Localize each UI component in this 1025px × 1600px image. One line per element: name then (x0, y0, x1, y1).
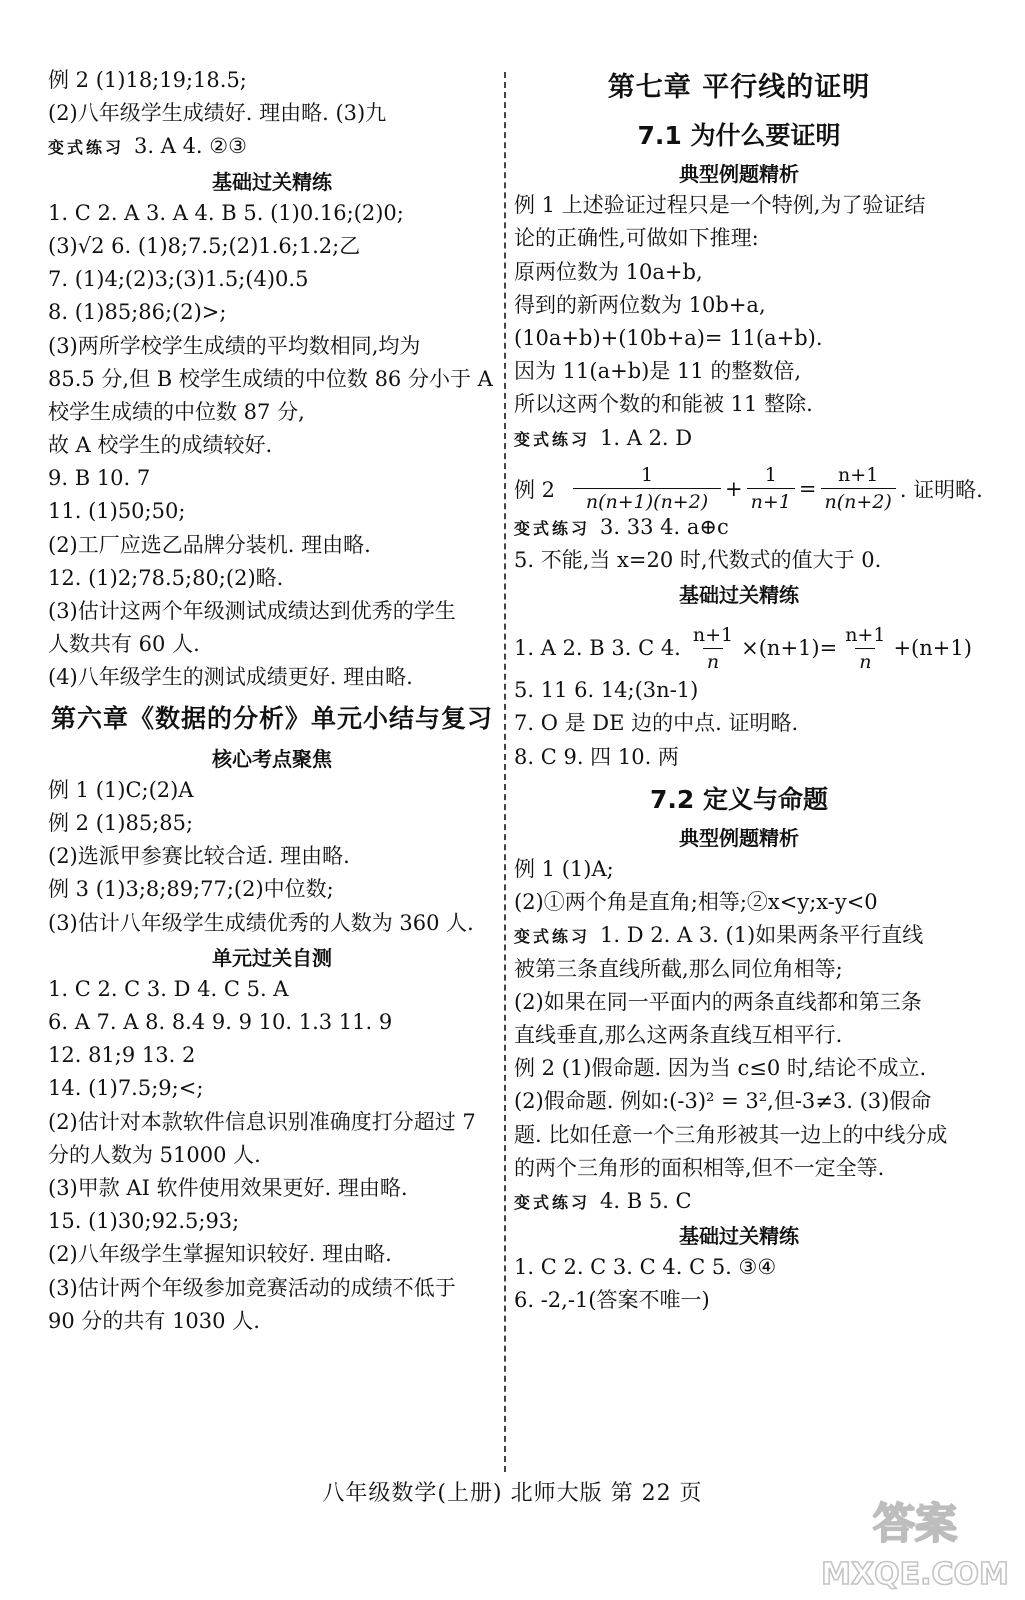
text-line: 例 3 (1)3;8;89;77;(2)中位数; (48, 877, 334, 902)
text-line: 校学生成绩的中位数 87 分, (48, 399, 305, 424)
fraction (841, 624, 889, 673)
text-line: (2)①两个角是直角;相等;②x<y;x-y<0 (514, 890, 878, 915)
right-block3 (514, 859, 964, 925)
text-line: 6. -2,-1(答案不唯一) (514, 1288, 710, 1313)
fraction-denominator: n(n+2) (821, 488, 896, 513)
text-line: (3)√2 6. (1)8;7.5;(2)1.6;1.2;乙 (48, 233, 361, 258)
text-line: (2)如果在同一平面内的两条直线都和第三条 (514, 989, 922, 1014)
right-block1 (514, 195, 964, 427)
page-footer: 八年级数学(上册) 北师大版 第 22 页 (322, 1481, 703, 1506)
text-line: 11. (1)50;50; (48, 499, 186, 524)
equation-suffix: +(n+1) (893, 636, 972, 661)
section-heading: 单元过关自测 (212, 945, 332, 970)
text-line: 1. C 2. C 3. C 4. C 5. ③④ (514, 1255, 777, 1280)
bianshi-line (514, 514, 964, 550)
text-line: 8. (1)85;86;(2)>; (48, 300, 227, 325)
text-line: 7. (1)4;(2)3;(3)1.5;(4)0.5 (48, 267, 309, 292)
text-line: 9. B 10. 7 (48, 466, 151, 491)
operator: = (798, 476, 817, 501)
text-line: 1. C 2. C 3. D 4. C 5. A (48, 976, 289, 1001)
bianshi-text: 3. A 4. ②③ (134, 134, 247, 159)
fraction-numerator: 1 (641, 464, 654, 487)
section-heading: 基础过关精练 (679, 1224, 799, 1249)
text-line: 所以这两个数的和能被 11 整除. (514, 392, 813, 417)
fraction-denominator: n (855, 648, 875, 673)
text-line: 的两个三角形的面积相等,但不一定全等. (514, 1155, 885, 1180)
section-heading: 基础过关精练 (212, 169, 332, 194)
bianshi-line (514, 425, 964, 461)
example-prefix: 例 2 (514, 477, 556, 502)
text-line: (2)八年级学生成绩好. 理由略. (3)九 (48, 101, 387, 126)
bianshi-label: 变式练习 (514, 429, 591, 449)
right-block4 (514, 956, 964, 1191)
chapter-title: 第六章《数据的分析》单元小结与复习 (50, 703, 493, 733)
bianshi-line (514, 1188, 964, 1224)
fraction-numerator: n+1 (692, 623, 734, 646)
text-line: 例 1 上述验证过程只是一个特例,为了验证结 (514, 193, 926, 218)
left-column (48, 70, 496, 1344)
operator: + (725, 476, 743, 501)
bianshi-line (48, 136, 496, 169)
text-line: 题. 比如任意一个三角形被其一边上的中线分成 (514, 1122, 948, 1147)
text-line: 6. A 7. A 8. 8.4 9. 9 10. 1.3 11. 9 (48, 1010, 393, 1035)
text-line: 8. C 9. 四 10. 两 (514, 744, 679, 769)
fraction (689, 624, 737, 673)
text-line: (2)工厂应选乙品牌分装机. 理由略. (48, 532, 371, 557)
fraction-denominator: n (703, 648, 723, 673)
text-line: (10a+b)+(10b+a)= 11(a+b). (514, 325, 823, 350)
fraction (747, 464, 795, 513)
bianshi-text: 1. D 2. A 3. (1)如果两条平行直线 (600, 923, 924, 948)
bianshi-label: 变式练习 (514, 927, 591, 947)
section-title: 7.2 定义与命题 (650, 784, 828, 814)
text-line: 例 1 (1)C;(2)A (48, 777, 194, 802)
bianshi-text: 3. 33 4. a⊕c (600, 514, 729, 539)
equation-prefix: 1. A 2. B 3. C 4. (514, 636, 681, 661)
right-block2 (514, 680, 964, 780)
text-line: 12. 81;9 13. 2 (48, 1043, 196, 1068)
text-line: 直线垂直,那么这两条直线互相平行. (514, 1022, 843, 1047)
fraction (821, 464, 896, 513)
text-line: 因为 11(a+b)是 11 的整数倍, (514, 359, 802, 384)
watermark-top: 答案 (872, 1499, 958, 1548)
text-line: 1. C 2. A 3. A 4. B 5. (1)0.16;(2)0; (48, 200, 404, 225)
bianshi-text: 4. B 5. C (600, 1188, 692, 1213)
bianshi-text: 1. A 2. D (600, 425, 693, 450)
bianshi-label: 变式练习 (514, 518, 591, 538)
right-column (514, 70, 983, 1324)
fraction-numerator: n+1 (845, 623, 886, 646)
text-line: (2)八年级学生掌握知识较好. 理由略. (48, 1242, 392, 1267)
text-line: 12. (1)2;78.5;80;(2)略. (48, 565, 284, 590)
left-block2 (48, 200, 496, 701)
text-line: (3)估计这两个年级测试成绩达到优秀的学生 (48, 599, 456, 623)
text-line: (3)估计八年级学生成绩优秀的人数为 360 人. (48, 910, 474, 935)
text-line: (4)八年级学生的测试成绩更好. 理由略. (48, 665, 413, 690)
bianshi-label: 变式练习 (48, 138, 125, 158)
text-line: 14. (1)7.5;9;<; (48, 1076, 204, 1101)
right-block5 (514, 1257, 964, 1323)
column-divider (504, 72, 506, 1472)
text-line: 5. 11 6. 14;(3n-1) (514, 678, 699, 703)
text-line: (2)假命题. 例如:(-3)² = 3²,但-3≠3. (3)假命 (514, 1089, 932, 1114)
equation-suffix: . 证明略. (899, 477, 983, 502)
text-line: (3)甲款 AI 软件使用效果更好. 理由略. (48, 1176, 408, 1200)
text-line: 7. O 是 DE 边的中点. 证明略. (514, 711, 799, 736)
left-block1 (48, 70, 496, 136)
section-heading: 典型例题精析 (679, 162, 799, 186)
fraction-denominator: n(n+1)(n+2) (573, 488, 721, 513)
text-line: 例 2 (1)18;19;18.5; (48, 68, 247, 92)
text-line: 被第三条直线所截,那么同位角相等; (514, 956, 843, 981)
text-line: 90 分的共有 1030 人. (48, 1308, 260, 1333)
text-line: 85.5 分,但 B 校学生成绩的中位数 86 分小于 A (48, 366, 493, 391)
fraction-numerator: n+1 (838, 464, 879, 487)
text-line: (2)选派甲参赛比较合适. 理由略. (48, 844, 350, 869)
text-line: 论的正确性,可做如下推理: (514, 226, 759, 251)
text-line: 例 2 (1)假命题. 因为当 c≤0 时,结论不成立. (514, 1056, 927, 1081)
bianshi-label: 变式练习 (514, 1192, 591, 1212)
text-line: 原两位数为 10a+b, (514, 259, 703, 284)
text-line: 15. (1)30;92.5;93; (48, 1209, 240, 1234)
equation-middle: ×(n+1)= (741, 636, 838, 661)
text-line: 5. 不能,当 x=20 时,代数式的值大于 0. (514, 547, 882, 572)
text-line: 得到的新两位数为 10b+a, (514, 292, 766, 317)
text-line: 例 1 (1)A; (514, 857, 614, 881)
left-block4 (48, 976, 496, 1344)
watermark-logo (820, 1492, 1010, 1592)
section-title: 7.1 为什么要证明 (637, 121, 841, 150)
section-heading: 核心考点聚焦 (212, 746, 332, 771)
bianshi-line (514, 925, 964, 958)
text-line: (3)两所学校学生成绩的平均数相同,均为 (48, 333, 421, 358)
text-line: 例 2 (1)85;85; (48, 810, 194, 835)
watermark-bottom: MXQE.COM (821, 1557, 1009, 1592)
text-line: (2)估计对本款软件信息识别准确度打分超过 7 (48, 1109, 476, 1134)
fraction-numerator: 1 (764, 464, 777, 487)
left-block3 (48, 777, 496, 946)
example2-equation (514, 461, 983, 517)
section-heading: 基础过关精练 (679, 583, 799, 608)
chapter-title: 第七章 平行线的证明 (607, 72, 871, 103)
fraction-denominator: n+1 (747, 488, 795, 513)
question4-equation (514, 616, 972, 680)
text-line: (3)估计两个年级参加竞赛活动的成绩不低于 (48, 1275, 456, 1300)
section-heading: 典型例题精析 (679, 825, 799, 850)
text-line: 分的人数为 51000 人. (48, 1142, 261, 1167)
fraction (573, 464, 721, 513)
text-line: 故 A 校学生的成绩较好. (48, 433, 273, 458)
text-line: 人数共有 60 人. (48, 632, 200, 657)
